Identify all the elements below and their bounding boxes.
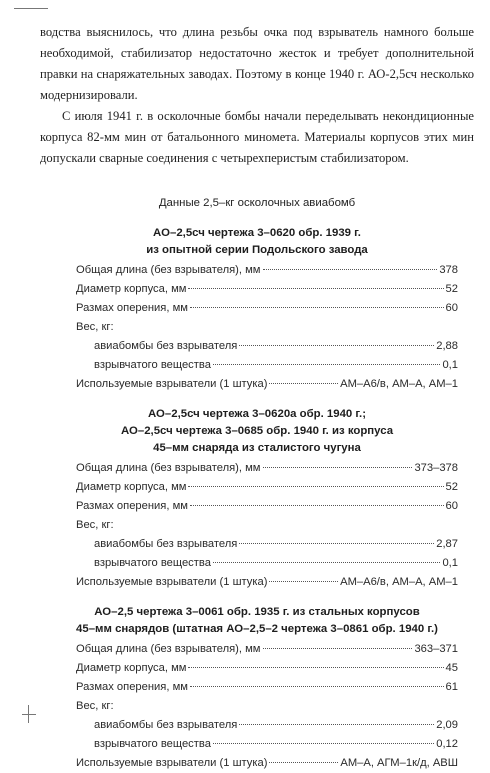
spec-value: АМ–А6/в, АМ–А, АМ–1: [340, 576, 458, 588]
block-title-line: АО–2,5 чертежа 3–0061 обр. 1935 г. из стальных корпусов: [94, 606, 420, 618]
spec-value: 45: [445, 662, 458, 674]
spec-row-bomb-weight: [76, 535, 458, 554]
spec-row-span: [76, 299, 458, 318]
dot-leader: [213, 562, 441, 563]
spec-label: авиабомбы без взрывателя: [94, 340, 238, 352]
spec-value: 2,88: [436, 340, 458, 352]
spec-label: Вес, кг:: [76, 700, 114, 712]
spec-label: Размах оперения, мм: [76, 681, 188, 693]
spec-label: Вес, кг:: [76, 321, 114, 333]
dot-leader: [263, 269, 438, 270]
dot-leader: [190, 686, 444, 687]
spec-label: Размах оперения, мм: [76, 500, 188, 512]
spec-rows: [76, 640, 458, 773]
spec-label: Вес, кг:: [76, 519, 114, 531]
spec-row-bomb-weight: [76, 716, 458, 735]
dot-leader: [188, 288, 443, 289]
spec-label: Диаметр корпуса, мм: [76, 283, 187, 295]
spec-value: 2,09: [436, 719, 458, 731]
spec-row-weight-header: [76, 516, 458, 535]
block-spacer: [40, 394, 474, 406]
spec-value: 2,87: [436, 538, 458, 550]
dot-leader: [213, 743, 434, 744]
spec-label: Размах оперения, мм: [76, 302, 188, 314]
dot-leader: [269, 581, 338, 582]
block-title-line: АО–2,5сч чертежа 3–0620 обр. 1939 г.: [153, 227, 361, 239]
dot-leader: [263, 648, 413, 649]
spec-row-length: [76, 640, 458, 659]
bomb-spec-block-2: [40, 406, 474, 592]
spec-value: 60: [445, 500, 458, 512]
bomb-spec-block-1: [40, 225, 474, 394]
spec-value: АМ–А6/в, АМ–А, АМ–1: [340, 378, 458, 390]
spec-rows: [76, 459, 458, 592]
spec-label: Диаметр корпуса, мм: [76, 662, 187, 674]
spec-label: взрывчатого вещества: [94, 557, 211, 569]
spec-value: 60: [445, 302, 458, 314]
spec-row-weight-header: [76, 697, 458, 716]
spec-row-bomb-weight: [76, 337, 458, 356]
dot-leader: [213, 364, 441, 365]
dot-leader: [188, 667, 443, 668]
block-title-line: АО–2,5сч чертежа 3–0620а обр. 1940 г.;: [147, 408, 366, 420]
dot-leader: [190, 307, 444, 308]
spec-label: взрывчатого вещества: [94, 359, 211, 371]
spec-label: Диаметр корпуса, мм: [76, 481, 187, 493]
spec-value: АМ–А, АГМ–1к/д, АВШ: [340, 757, 458, 769]
block-title: [40, 604, 474, 638]
spec-row-weight-header: [76, 318, 458, 337]
dot-leader: [190, 505, 444, 506]
spec-value: 0,1: [442, 557, 458, 569]
spec-value: 52: [445, 481, 458, 493]
spec-label: Общая длина (без взрывателя), мм: [76, 264, 261, 276]
spec-row-fuzes: [76, 375, 458, 394]
dot-leader: [263, 467, 413, 468]
spec-row-diameter: [76, 280, 458, 299]
spec-row-explosive-weight: [76, 554, 458, 573]
spec-label: авиабомбы без взрывателя: [94, 719, 238, 731]
block-title-line: 45–мм снаряда из сталистого чугуна: [153, 442, 361, 454]
section-title: Данные 2,5–кг осколочных авиабомб: [158, 197, 356, 209]
block-title-line: 45–мм снарядов (штатная АО–2,5–2 чертежа 3–0861 обр. 1940 г.): [76, 623, 438, 635]
spec-row-diameter: [76, 659, 458, 678]
crop-mark-bottom-horizontal: [22, 714, 36, 715]
spec-value: 61: [445, 681, 458, 693]
crop-mark-top: [14, 8, 48, 9]
spec-label: Используемые взрыватели (1 штука): [76, 757, 268, 769]
dot-leader: [269, 383, 338, 384]
spec-row-explosive-weight: [76, 356, 458, 375]
spec-value: 373–378: [414, 462, 458, 474]
spec-row-explosive-weight: [76, 735, 458, 754]
spec-row-fuzes: [76, 754, 458, 773]
block-title: [40, 225, 474, 259]
spec-row-span: [76, 497, 458, 516]
page-content: [40, 22, 474, 773]
spec-label: Общая длина (без взрывателя), мм: [76, 462, 261, 474]
spec-row-length: [76, 459, 458, 478]
dot-leader: [239, 724, 434, 725]
spec-value: 378: [439, 264, 458, 276]
block-title-line: АО–2,5сч чертежа 3–0685 обр. 1940 г. из корпуса: [120, 425, 394, 437]
dot-leader: [188, 486, 443, 487]
spec-label: авиабомбы без взрывателя: [94, 538, 238, 550]
dot-leader: [239, 345, 434, 346]
spec-value: 0,12: [436, 738, 458, 750]
spec-row-length: [76, 261, 458, 280]
block-title-line: из опытной серии Подольского завода: [146, 244, 368, 256]
block-spacer: [40, 592, 474, 604]
spec-label: Общая длина (без взрывателя), мм: [76, 643, 261, 655]
bomb-spec-block-3: [40, 604, 474, 773]
spec-row-diameter: [76, 478, 458, 497]
spec-label: взрывчатого вещества: [94, 738, 211, 750]
spec-value: 0,1: [442, 359, 458, 371]
dot-leader: [269, 762, 338, 763]
spec-row-fuzes: [76, 573, 458, 592]
spec-rows: [76, 261, 458, 394]
spec-label: Используемые взрыватели (1 штука): [76, 576, 268, 588]
spec-row-span: [76, 678, 458, 697]
spec-label: Используемые взрыватели (1 штука): [76, 378, 268, 390]
spec-value: 52: [445, 283, 458, 295]
spec-value: 363–371: [414, 643, 458, 655]
dot-leader: [239, 543, 434, 544]
paragraph-1: водства выяснилось, что длина резьбы очка под взрыватель намного больше необходимой, стабилизатор недостаточно жесток и требует дополнительной правки на снаряжательных заводах. Поэтому в конце 1940 г. АО-2,5сч несколько модернизировали.: [40, 25, 474, 102]
block-title: [40, 406, 474, 457]
paragraph-2: С июля 1941 г. в осколочные бомбы начали переделывать некондиционные корпуса 82-мм мин от батальонного миномета. Материалы корпусов этих мин допускали сварные соединения с четырехперистым стабилизатором.: [40, 109, 474, 165]
